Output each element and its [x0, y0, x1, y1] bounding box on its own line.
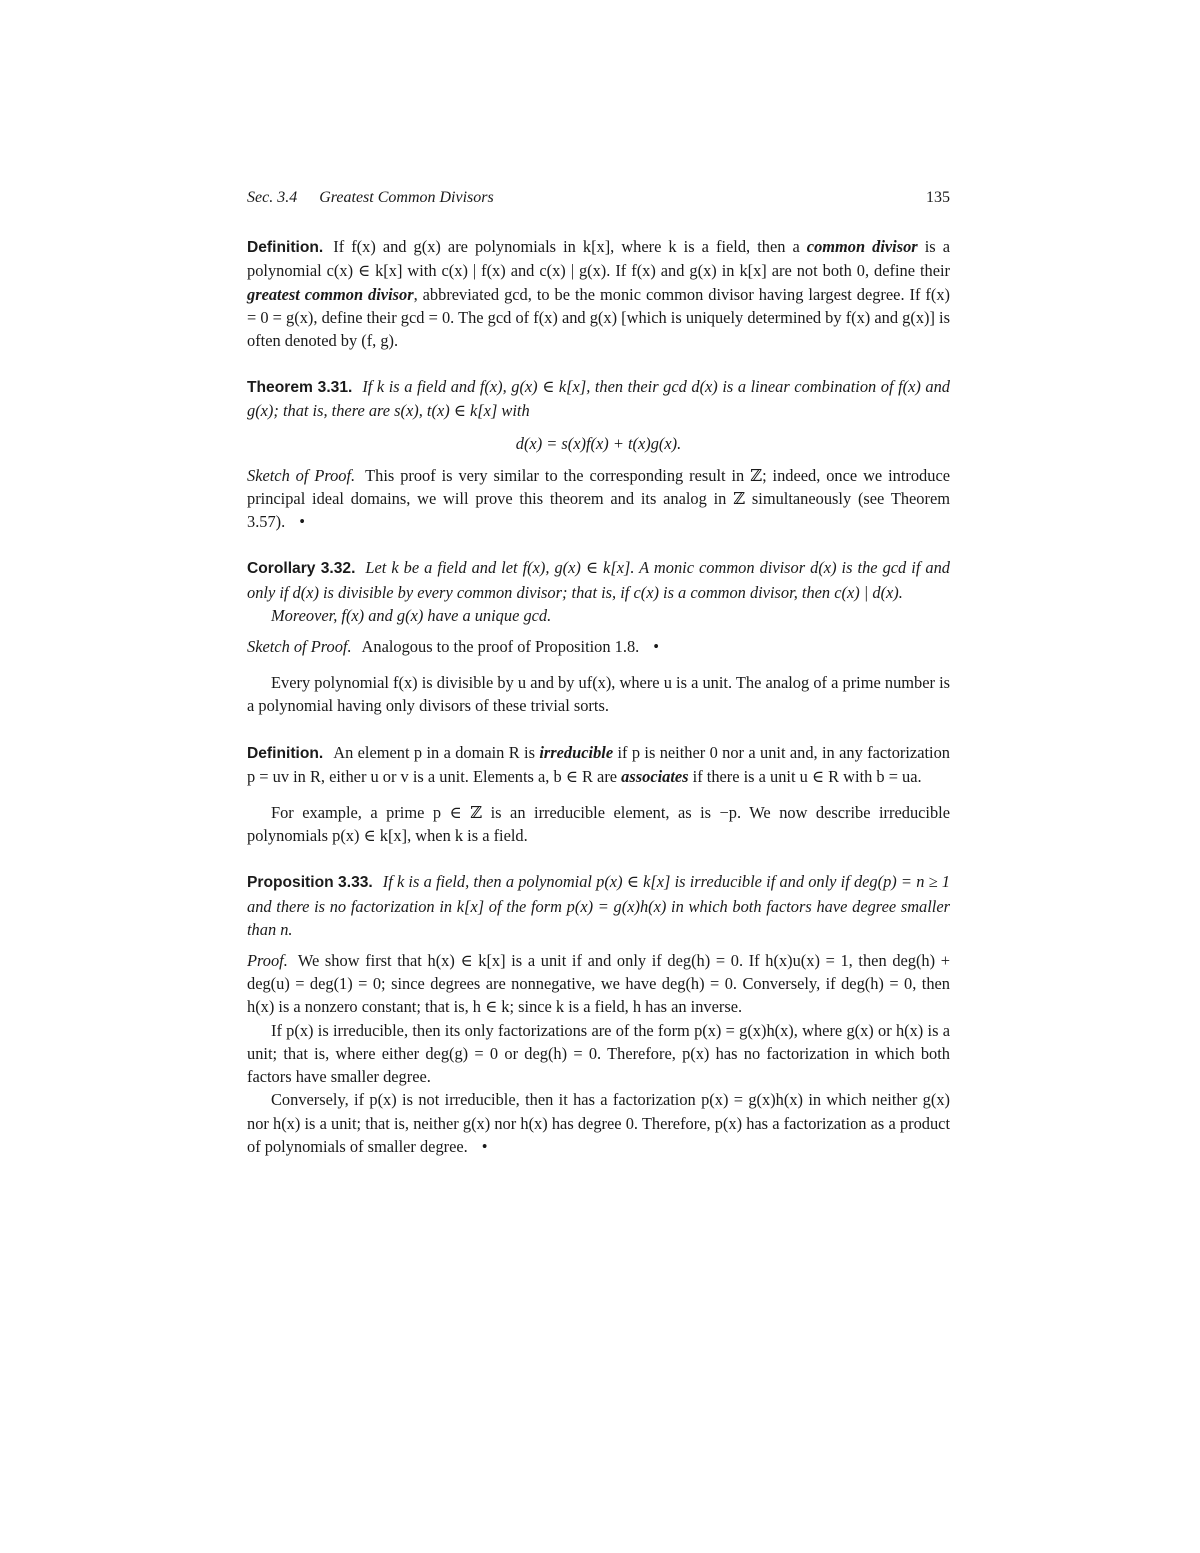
- corollary-statement: [247, 556, 950, 603]
- sketch-body: This proof is very similar to the corresponding result in ℤ; indeed, once we introduce principal ideal domains, we will prove this theorem and its analog in ℤ simultaneously (see Theorem 3.57).: [247, 465, 950, 532]
- sketch-text: [247, 635, 950, 658]
- proof-paragraph-3: [247, 1088, 950, 1158]
- definition-irreducible-text: [247, 741, 950, 788]
- proof-label: Proof.: [247, 951, 288, 971]
- corollary-label: Corollary 3.32.: [247, 560, 356, 578]
- theorem-equation: d(x) = s(x)f(x) + t(x)g(x).: [515, 433, 682, 453]
- qed-bullet: •: [299, 512, 305, 532]
- proof-text: Conversely, if p(x) is not irreducible, then it has a factorization p(x) = g(x)h(x) in which neither g(x) nor h(x) is a unit; that is, neither g(x) nor h(x) has degree 0. Therefore, p(x) has a factorization as a product of polynomials of smaller degree.: [247, 1090, 950, 1156]
- sketch-label: Sketch of Proof.: [247, 637, 352, 657]
- definition-text-part: If f(x) and g(x) are polynomials in k[x], where k is a field, then a: [333, 237, 807, 257]
- section-title: Greatest Common Divisors: [319, 189, 494, 206]
- paragraph-units: [247, 671, 950, 717]
- corollary-text: Let k be a field and let f(x), g(x) ∈ k[x]. A monic common divisor d(x) is the gcd if and only if d(x) is divisible by every common divisor; that is, if c(x) is a common divisor, then c(x) | d(x).: [247, 558, 950, 602]
- term-associates: associates: [621, 766, 689, 786]
- sketch-of-proof-1: [247, 464, 950, 534]
- theorem-text: If k is a field and f(x), g(x) ∈ k[x], then their gcd d(x) is a linear combination of f(x) and g(x); that is, there are s(x), t(x) ∈ k[x] with: [247, 377, 951, 421]
- paragraph-units-text: Every polynomial f(x) is divisible by u and by uf(x), where u is a unit. The analog of a prime number is a polynomial having only divisors of these trivial sorts.: [247, 673, 950, 716]
- term-irreducible: irreducible: [539, 742, 614, 762]
- sketch-body: Analogous to the proof of Proposition 1.8.: [361, 637, 640, 657]
- corollary-3-32: [247, 556, 950, 627]
- running-head: [247, 186, 950, 209]
- definition-text-part: if there is a unit u ∈ R with b = ua.: [688, 766, 922, 786]
- definition-label: Definition.: [247, 744, 324, 762]
- term-common-divisor: common divisor: [806, 237, 918, 257]
- sketch-text: [247, 464, 950, 534]
- definition-label: Definition.: [247, 239, 324, 257]
- page-number: 135: [926, 189, 950, 206]
- proposition-3-33: [247, 870, 950, 941]
- proof-block: [247, 949, 950, 1158]
- proposition-text: If k is a field, then a polynomial p(x) ∈ k[x] is irreducible if and only if deg(p) = n ≥ 1 and there is no factorization in k[x] of the form p(x) = g(x)h(x) in which both factors have degree smaller than n.: [247, 872, 950, 939]
- term-greatest-common-divisor: greatest common divisor: [247, 284, 414, 304]
- sketch-label: Sketch of Proof.: [247, 465, 356, 485]
- proposition-statement: [247, 870, 950, 941]
- definition-text-part: if p is neither 0 nor a unit and, in any factorization p = uv in R, either u or v is a unit. Elements a, b ∈ R are: [247, 742, 950, 786]
- section-number: Sec. 3.4: [247, 189, 298, 206]
- definition-irreducible: [247, 741, 950, 788]
- definition-text-part: , abbreviated gcd, to be the monic common divisor having largest degree. If f(x) = 0 = g(x), define their gcd = 0. The gcd of f(x) and g(x) [which is uniquely determined by f(x) and g(x)] is often denoted by (f, g).: [247, 284, 950, 351]
- definition-gcd-text: [247, 235, 950, 352]
- theorem-3-31: [247, 375, 950, 455]
- paragraph-example-text: For example, a prime p ∈ ℤ is an irreducible element, as is −p. We now describe irreducible polynomials p(x) ∈ k[x], when k is a field.: [247, 803, 950, 846]
- theorem-statement: [247, 375, 950, 422]
- definition-gcd: [247, 235, 950, 352]
- sketch-of-proof-2: [247, 635, 950, 658]
- proof-text: We show first that h(x) ∈ k[x] is a unit if and only if deg(h) = 0. If h(x)u(x) = 1, then deg(h) + deg(u) = deg(1) = 0; since degrees are nonnegative, we have deg(h) = 0. Conversely, if deg(h) = 0, then h(x) is a nonzero constant; that is, h ∈ k; since k is a field, h has an inverse.: [247, 951, 950, 1017]
- section-heading: [247, 186, 494, 209]
- proof-paragraph-1: [247, 949, 950, 1019]
- book-page: [247, 186, 950, 1158]
- proposition-label: Proposition 3.33.: [247, 874, 373, 892]
- proof-paragraph-2: If p(x) is irreducible, then its only factorizations are of the form p(x) = g(x)h(x), where g(x) or h(x) is a unit; that is, where either deg(g) = 0 or deg(h) = 0. Therefore, p(x) has no factorization in which both factors have smaller degree.: [247, 1020, 950, 1087]
- qed-bullet: •: [481, 1136, 488, 1156]
- definition-text-part: is a polynomial c(x) ∈ k[x] with c(x) | f(x) and c(x) | g(x). If f(x) and g(x) in k[x] are not both 0, define their: [247, 237, 950, 281]
- definition-text-part: An element p in a domain R is: [333, 742, 540, 762]
- corollary-moreover: Moreover, f(x) and g(x) have a unique gcd.: [271, 605, 552, 625]
- qed-bullet: •: [653, 637, 660, 657]
- theorem-label: Theorem 3.31.: [247, 379, 353, 397]
- paragraph-example: [247, 801, 950, 847]
